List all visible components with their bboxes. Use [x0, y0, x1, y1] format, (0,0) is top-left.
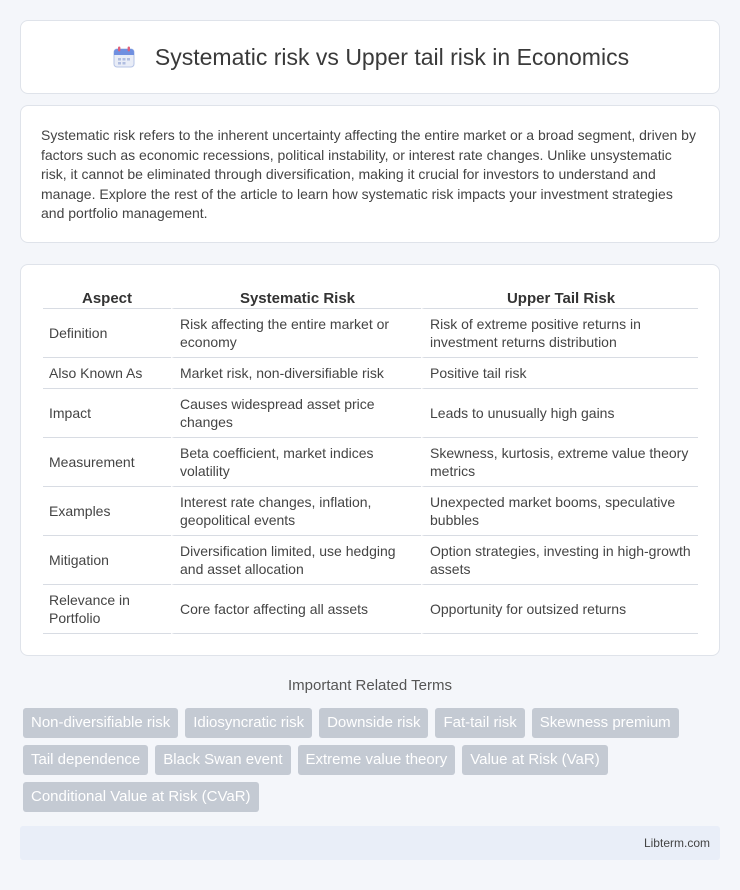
- table-cell: Definition: [43, 309, 171, 358]
- table-cell: Core factor affecting all assets: [171, 585, 421, 634]
- related-terms-list: [23, 708, 723, 812]
- intro-text: Systematic risk refers to the inherent uncertainty affecting the entire market or a broad segment, driven by factors such as economic recessions, political instability, or interest rate changes. Unlike unsystematic risk, it cannot be eliminated through diversification, making it crucial for investors to understand and manage. Explore the rest of the article to learn how systematic risk impacts your investment strategies and portfolio management.: [41, 127, 696, 221]
- table-row: [43, 438, 698, 487]
- table-row: [43, 389, 698, 438]
- table-cell: Unexpected market booms, speculative bubbles: [421, 487, 698, 536]
- related-term-tag[interactable]: Downside risk: [319, 708, 428, 738]
- table-cell: Examples: [43, 487, 171, 536]
- table-cell: Causes widespread asset price changes: [171, 389, 421, 438]
- related-term-tag[interactable]: Extreme value theory: [298, 745, 456, 775]
- table-row: [43, 536, 698, 585]
- table-cell: Impact: [43, 389, 171, 438]
- related-term-tag[interactable]: Black Swan event: [155, 745, 290, 775]
- table-cell: Mitigation: [43, 536, 171, 585]
- table-cell: Diversification limited, use hedging and asset allocation: [171, 536, 421, 585]
- title-wrap: [111, 44, 629, 71]
- table-cell: Interest rate changes, inflation, geopolitical events: [171, 487, 421, 536]
- related-term-tag[interactable]: Value at Risk (VaR): [462, 745, 608, 775]
- column-header-upper-tail-risk: Upper Tail Risk: [421, 287, 698, 309]
- table-row: [43, 487, 698, 536]
- footer: [20, 826, 720, 860]
- table-header-row: [43, 287, 698, 309]
- table-cell: Relevance in Portfolio: [43, 585, 171, 634]
- footer-site-link[interactable]: Libterm.com: [643, 836, 710, 850]
- table-cell: Skewness, kurtosis, extreme value theory metrics: [421, 438, 698, 487]
- table-cell: Risk affecting the entire market or economy: [171, 309, 421, 358]
- table-cell: Also Known As: [43, 358, 171, 389]
- table-row: [43, 309, 698, 358]
- table-row: [43, 358, 698, 389]
- comparison-table: [43, 287, 698, 634]
- related-term-tag[interactable]: Tail dependence: [23, 745, 148, 775]
- related-term-tag[interactable]: Idiosyncratic risk: [185, 708, 312, 738]
- related-term-tag[interactable]: Conditional Value at Risk (CVaR): [23, 782, 259, 812]
- table-cell: Beta coefficient, market indices volatility: [171, 438, 421, 487]
- related-term-tag[interactable]: Skewness premium: [532, 708, 679, 738]
- table-cell: Positive tail risk: [421, 358, 698, 389]
- intro-card: [20, 105, 720, 243]
- table-row: [43, 585, 698, 634]
- page-title: Systematic risk vs Upper tail risk in Economics: [154, 43, 630, 70]
- table-cell: Measurement: [43, 438, 171, 487]
- related-term-tag[interactable]: Non-diversifiable risk: [23, 708, 178, 738]
- table-cell: Leads to unusually high gains: [421, 389, 698, 438]
- column-header-systematic-risk: Systematic Risk: [171, 287, 421, 309]
- table-cell: Opportunity for outsized returns: [421, 585, 698, 634]
- related-term-tag[interactable]: Fat-tail risk: [435, 708, 524, 738]
- column-header-aspect: Aspect: [43, 287, 171, 309]
- table-cell: Option strategies, investing in high-growth assets: [421, 536, 698, 585]
- comparison-table-card: [20, 264, 720, 656]
- related-terms-title: Important Related Terms: [288, 677, 452, 694]
- calendar-icon: [111, 44, 137, 70]
- header-card: [20, 20, 720, 94]
- table-cell: Risk of extreme positive returns in investment returns distribution: [421, 309, 698, 358]
- table-cell: Market risk, non-diversifiable risk: [171, 358, 421, 389]
